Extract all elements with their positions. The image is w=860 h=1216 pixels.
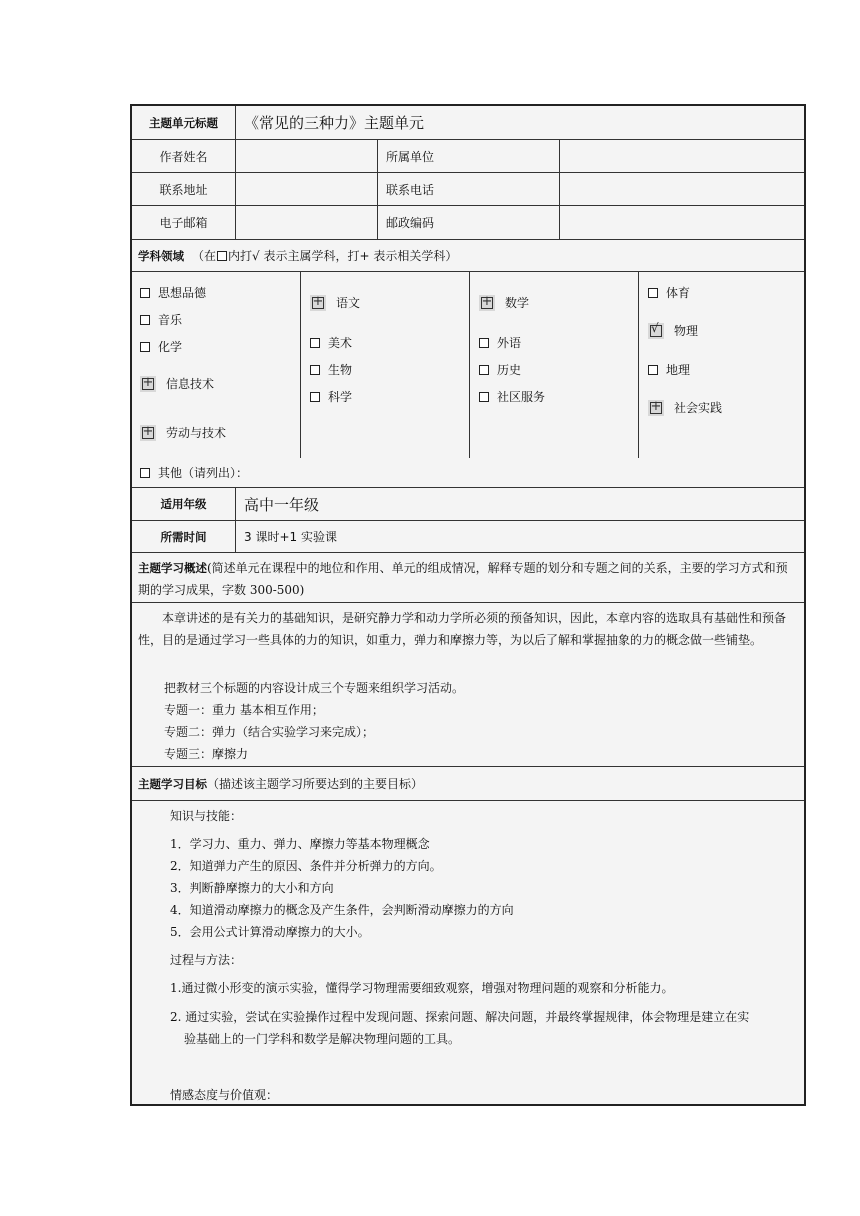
overview-body (132, 603, 804, 767)
goals-label: 主题学习目标 (138, 776, 207, 791)
process-heading: 过程与方法： (170, 953, 243, 967)
subject-grid (132, 272, 804, 458)
checkbox-icon (310, 392, 320, 402)
subject-item[interactable]: +信息技术 (140, 375, 214, 392)
checkbox-icon (479, 392, 489, 402)
subject-item[interactable]: 科学 (310, 388, 352, 405)
topic-item: 专题二：弹力（结合实验学习来完成）； (164, 725, 375, 739)
topic-item: 专题三：摩擦力 (164, 747, 249, 761)
knowledge-item: 4．知道滑动摩擦力的概念及产生条件，会判断滑动摩擦力的方向 (170, 903, 514, 917)
checkbox-icon (479, 338, 489, 348)
process-item-continuation: 验基础上的一门学科和数学是解决物理问题的工具。 (184, 1032, 461, 1046)
time-label: 所需时间 (132, 521, 236, 552)
checkmark-box-icon (648, 323, 664, 339)
overview-paragraph: 本章讲述的是有关力的基础知识，是研究静力学和动力学所必须的预备知识，因此，本章内容的选取具有基础性和预备性，目的是通过学习一些具体的力的知识，如重力，弹力和摩擦力等，为以后了解和掌握抽象的力的概念做一些铺垫。 (138, 611, 787, 647)
plus-box-icon (140, 425, 156, 441)
subject-item[interactable]: 地理 (648, 361, 690, 378)
subject-area-note-prefix: （在 (192, 249, 217, 263)
subject-item[interactable]: 体育 (648, 284, 690, 301)
subject-area-header (132, 240, 804, 272)
author-name-value (236, 140, 378, 172)
knowledge-heading: 知识与技能： (170, 809, 243, 823)
overview-description: (简述单元在课程中的地位和作用、单元的组成情况，解释专题的划分和专题之间的关系，主要的学习方式和预期的学习成果，字数 300-500) (138, 561, 788, 597)
checkbox-icon (140, 468, 150, 478)
other-subjects-row (132, 458, 804, 488)
column-divider (300, 272, 301, 458)
knowledge-item: 5．会用公式计算滑动摩擦力的大小。 (170, 925, 370, 939)
checkbox-icon (648, 365, 658, 375)
grade-value: 高中一年级 (244, 495, 320, 514)
goals-header (132, 767, 804, 801)
info-row (132, 140, 804, 173)
goals-body (132, 801, 804, 1104)
checkbox-icon (140, 342, 150, 352)
checkbox-icon (140, 315, 150, 325)
unit-plan-form (130, 104, 806, 1106)
subject-item[interactable]: +数学 (479, 294, 529, 311)
plus-box-icon (648, 400, 664, 416)
time-row (132, 521, 804, 553)
checkbox-icon (310, 365, 320, 375)
subject-item[interactable]: 生物 (310, 361, 352, 378)
plus-box-icon (140, 376, 156, 392)
author-name-label: 作者姓名 (132, 140, 236, 172)
overview-paragraph: 把教材三个标题的内容设计成三个专题来组织学习活动。 (164, 681, 465, 695)
goals-description: （描述该主题学习所要达到的主要目标） (207, 777, 424, 791)
knowledge-item: 1．学习力、重力、弹力、摩擦力等基本物理概念 (170, 837, 430, 851)
subject-item[interactable]: √物理 (648, 322, 698, 339)
subject-item[interactable]: 思想品德 (140, 284, 206, 301)
subject-item[interactable]: 音乐 (140, 311, 182, 328)
checkbox-icon (140, 288, 150, 298)
process-item: 1.通过微小形变的演示实验，懂得学习物理需要细致观察，增强对物理问题的观察和分析能力。 (170, 981, 674, 995)
checkbox-icon (310, 338, 320, 348)
column-divider (469, 272, 470, 458)
overview-header (132, 553, 804, 603)
grade-row (132, 488, 804, 521)
phone-value (560, 173, 804, 205)
subject-item[interactable]: 化学 (140, 338, 182, 355)
checkbox-icon (479, 365, 489, 375)
plus-box-icon (479, 295, 495, 311)
other-subjects[interactable]: 其他（请列出）： (140, 458, 804, 487)
subject-item[interactable]: 外语 (479, 334, 521, 351)
organization-value (560, 140, 804, 172)
title-row (132, 106, 804, 140)
knowledge-item: 2．知道弹力产生的原因、条件并分析弹力的方向。 (170, 859, 442, 873)
plus-box-icon (310, 295, 326, 311)
checkbox-icon (648, 288, 658, 298)
subject-item[interactable]: 社区服务 (479, 388, 545, 405)
grade-label: 适用年级 (132, 488, 236, 520)
overview-label: 主题学习概述 (138, 561, 207, 575)
organization-label: 所属单位 (378, 140, 560, 172)
subject-item[interactable]: 美术 (310, 334, 352, 351)
knowledge-item: 3．判断静摩擦力的大小和方向 (170, 881, 334, 895)
postcode-value (560, 206, 804, 239)
title-value: 《常见的三种力》主题单元 (244, 114, 425, 132)
time-value: 3 课时+1 实验课 (244, 530, 337, 544)
info-row (132, 173, 804, 206)
info-row (132, 206, 804, 240)
phone-label: 联系电话 (378, 173, 560, 205)
attitude-heading: 情感态度与价值观： (170, 1088, 279, 1102)
title-label: 主题单元标题 (132, 106, 236, 139)
address-value (236, 173, 378, 205)
subject-item[interactable]: 历史 (479, 361, 521, 378)
address-label: 联系地址 (132, 173, 236, 205)
subject-area-note-suffix: 内打√ 表示主属学科，打+ 表示相关学科） (228, 249, 458, 263)
topic-item: 专题一：重力 基本相互作用； (164, 703, 324, 717)
checkbox-icon (217, 251, 227, 261)
subject-item[interactable]: +社会实践 (648, 399, 722, 416)
postcode-label: 邮政编码 (378, 206, 560, 239)
email-label: 电子邮箱 (132, 206, 236, 239)
subject-item[interactable]: +劳动与技术 (140, 424, 226, 441)
email-value (236, 206, 378, 239)
column-divider (638, 272, 639, 458)
subject-item[interactable]: +语文 (310, 294, 360, 311)
process-item: 2. 通过实验，尝试在实验操作过程中发现问题、探索问题、解决问题，并最终掌握规律，体会物理是建立在实 (170, 1010, 750, 1024)
subject-area-label: 学科领域 (138, 248, 184, 263)
